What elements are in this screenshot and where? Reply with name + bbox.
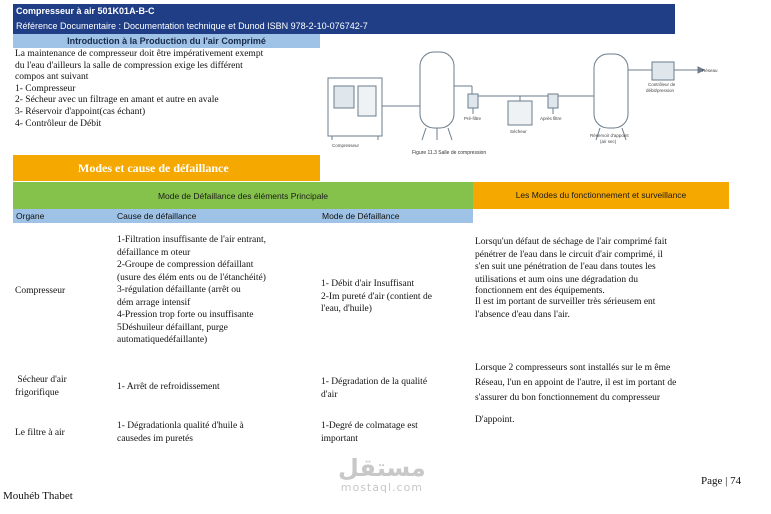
intro-line: 3- Réservoir d'appoint(cas échant)	[15, 106, 146, 117]
reservoir-shape	[594, 54, 628, 128]
cause-line: (usure des élém ents ou de l'étanchéité)	[117, 272, 266, 283]
table-group-left: Mode de Défaillance des éléments Principale	[13, 182, 473, 209]
surveillance-line: fonctionnem ent des équipements.	[475, 286, 605, 296]
mode-line: 1-Degré de colmatage est	[321, 421, 418, 431]
organe-line: frigorifique	[15, 387, 59, 398]
watermark-arabic: مستقل	[338, 454, 426, 482]
row1-cause	[117, 234, 317, 347]
surveillance-line: s'en suit une pénétration de l'eau dans toutes les	[475, 262, 656, 272]
fig-label-controleur-sub: débit/pression	[646, 88, 675, 93]
watermark	[338, 455, 426, 494]
organe-line: Sécheur d'air	[15, 375, 67, 385]
page-number: Page | 74	[701, 475, 742, 487]
main-tank-shape	[420, 52, 454, 128]
row3-cause	[117, 420, 317, 445]
row2-surveillance	[475, 361, 745, 428]
fig-label-apres-filtre: Après filtre	[540, 116, 562, 121]
fig-label-controleur: Contrôleur de	[648, 82, 676, 87]
intro-line: 2- Sécheur avec un filtrage en amant et autre en avale	[15, 95, 219, 106]
fig-label-secheur: Sécheur	[510, 129, 527, 134]
fig-label-reservoir: Réservoir d'appoint	[590, 133, 629, 138]
author-name: Mouhéb Thabet	[3, 490, 73, 502]
figure-caption: Figure 11.3 Salle de compression	[412, 150, 487, 156]
row1-surveillance	[475, 236, 735, 321]
surveillance-line: s'assurer du bon fonctionnement du compresseur	[475, 393, 661, 403]
col-header-organe: Organe	[16, 211, 45, 221]
row2-mode	[321, 376, 471, 401]
col-header-mode: Mode de Défaillance	[322, 211, 400, 221]
intro-line: du l'eau d'ailleurs la salle de compression exige les différent	[15, 60, 243, 71]
surveillance-line: Il est im portant de surveiller très sérieusem ent	[475, 297, 656, 307]
row3-organe: Le filtre à air	[15, 428, 65, 438]
surveillance-line: D'appoint.	[475, 415, 515, 425]
surveillance-line: Lorsque 2 compresseurs sont installés sur le m ême	[475, 363, 671, 373]
intro-line: 1- Compresseur	[15, 83, 76, 94]
fig-label-reseau: Réseau	[702, 68, 718, 73]
intro-line: 4- Contrôleur de Débit	[15, 118, 102, 129]
cause-line: 3-régulation défaillante (arrêt ou	[117, 285, 241, 295]
surveillance-line: utilisations et aum oins une dégradation du	[475, 274, 639, 285]
surveillance-line	[475, 406, 745, 413]
row2-organe	[15, 374, 67, 399]
fig-label-prefiltre: Pré-filtre	[464, 116, 482, 121]
section-title: Modes et cause de défaillance	[13, 155, 320, 181]
row1-organe: Compresseur	[15, 286, 66, 296]
document-title: Compresseur à air 501K01A-B-C	[13, 4, 675, 19]
mode-line: d'air	[321, 389, 338, 400]
intro-text	[15, 49, 315, 130]
table-group-right: Les Modes du fonctionnement et surveillance	[473, 182, 729, 209]
compression-room-figure	[322, 46, 732, 158]
mode-line: important	[321, 433, 358, 444]
row3-mode	[321, 420, 471, 445]
prefilter-shape	[468, 94, 478, 108]
intro-title: Introduction à la Production du l'air Comprimé	[13, 34, 320, 48]
cause-line: 4-Pression trop forte ou insuffisante	[117, 310, 254, 320]
surveillance-line: Réseau, l'un en appoint de l'autre, il est im portant de	[475, 378, 677, 388]
table-column-headers	[13, 209, 473, 223]
row2-cause: 1- Arrêt de refroidissement	[117, 382, 220, 392]
surveillance-line: l'absence d'eau dans l'air.	[475, 309, 570, 320]
cause-line: 2-Groupe de compression défaillant	[117, 260, 254, 270]
fig-label-reservoir-sub: (air sec)	[600, 139, 617, 144]
cause-line: automatiquedéfaillante)	[117, 335, 208, 345]
fig-label-compresseur: Compresseur	[332, 143, 360, 148]
col-header-cause: Cause de défaillance	[117, 211, 197, 221]
cause-line: défaillance m oteur	[117, 247, 191, 258]
intro-line: compos ant suivant	[15, 72, 89, 83]
mode-line: 1- Dégradation de la qualité	[321, 377, 428, 387]
after-filter-shape	[548, 94, 558, 108]
cause-line: dém arrage intensif	[117, 297, 191, 308]
surveillance-line: pénétrer de l'eau dans le circuit d'air comprimé, il	[475, 249, 663, 260]
dryer-shape	[508, 101, 532, 125]
surveillance-line: Lorsqu'un défaut de séchage de l'air comprimé fait	[475, 237, 668, 247]
cause-line: causedes im puretés	[117, 433, 193, 444]
document-reference: Référence Documentaire : Documentation technique et Dunod ISBN 978-2-10-076742-7	[13, 19, 675, 34]
cause-line: 1- Dégradationla qualité d'huile à	[117, 421, 244, 431]
row1-mode	[321, 278, 471, 316]
cause-line: 5Déshuileur défaillant, purge	[117, 322, 228, 333]
cause-line: 1-Filtration insuffisante de l'air entrant,	[117, 235, 267, 245]
mode-line: l'eau, d'huile)	[321, 304, 372, 314]
mode-line: 2-Im pureté d'air (contient de	[321, 291, 432, 302]
mode-line: 1- Débit d'air Insuffisant	[321, 279, 415, 289]
flow-controller-shape	[652, 62, 674, 80]
intro-line: La maintenance de compresseur doit être impérativement exempt	[15, 49, 264, 59]
watermark-latin: mostaql.com	[340, 481, 424, 494]
